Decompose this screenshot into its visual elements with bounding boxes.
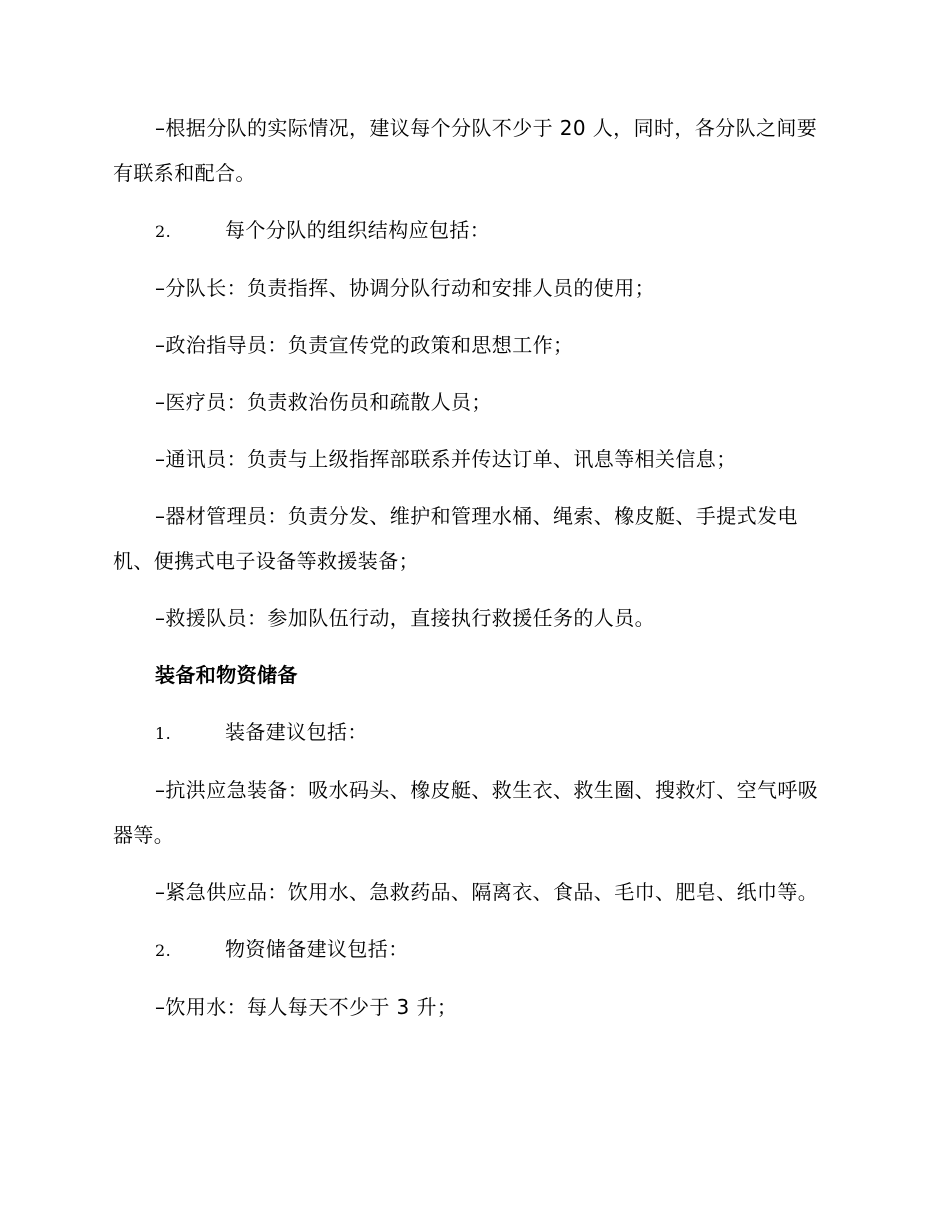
- section-heading-equipment: 装备和物资储备: [155, 663, 298, 687]
- paragraph-medic: –医疗员：负责救治伤员和疏散人员；: [155, 390, 492, 414]
- paragraph-communicator: –通讯员：负责与上级指挥部联系并传达订单、讯息等相关信息；: [155, 447, 737, 471]
- paragraph-political-instructor: –政治指导员：负责宣传党的政策和思想工作；: [155, 333, 574, 357]
- paragraph-drinking-water: –饮用水：每人每天不少于 3 升；: [155, 995, 458, 1019]
- paragraph-team-size: –根据分队的实际情况，建议每个分队不少于 20 人，同时，各分队之间要有联系和配合。: [113, 116, 818, 185]
- document-body: [113, 106, 833, 1042]
- paragraph-equipment-manager: –器材管理员：负责分发、维护和管理水桶、绳索、橡皮艇、手提式发电机、便携式电子设备等救援装备；: [113, 504, 798, 573]
- list-item-text: 每个分队的组织结构应包括：: [225, 218, 491, 242]
- list-number: 2.: [155, 222, 172, 241]
- paragraph-squad-leader: –分队长：负责指挥、协调分队行动和安排人员的使用；: [155, 276, 655, 300]
- list-number: 2.: [155, 941, 172, 960]
- paragraph-flood-equipment: –抗洪应急装备：吸水码头、橡皮艇、救生衣、救生圈、搜救灯、空气呼吸器等。: [113, 778, 819, 847]
- list-item-text: 物资储备建议包括：: [225, 937, 409, 961]
- numbered-item-equipment: [113, 710, 833, 756]
- list-item-text: 装备建议包括：: [225, 720, 368, 744]
- paragraph-rescue-member: –救援队员：参加队伍行动，直接执行救援任务的人员。: [155, 606, 655, 630]
- list-number: 1.: [155, 724, 172, 743]
- numbered-item-org-structure: [113, 208, 833, 254]
- numbered-item-material-reserve: [113, 927, 833, 973]
- paragraph-emergency-supplies: –紧急供应品：饮用水、急救药品、隔离衣、食品、毛巾、肥皂、纸巾等。: [155, 880, 819, 904]
